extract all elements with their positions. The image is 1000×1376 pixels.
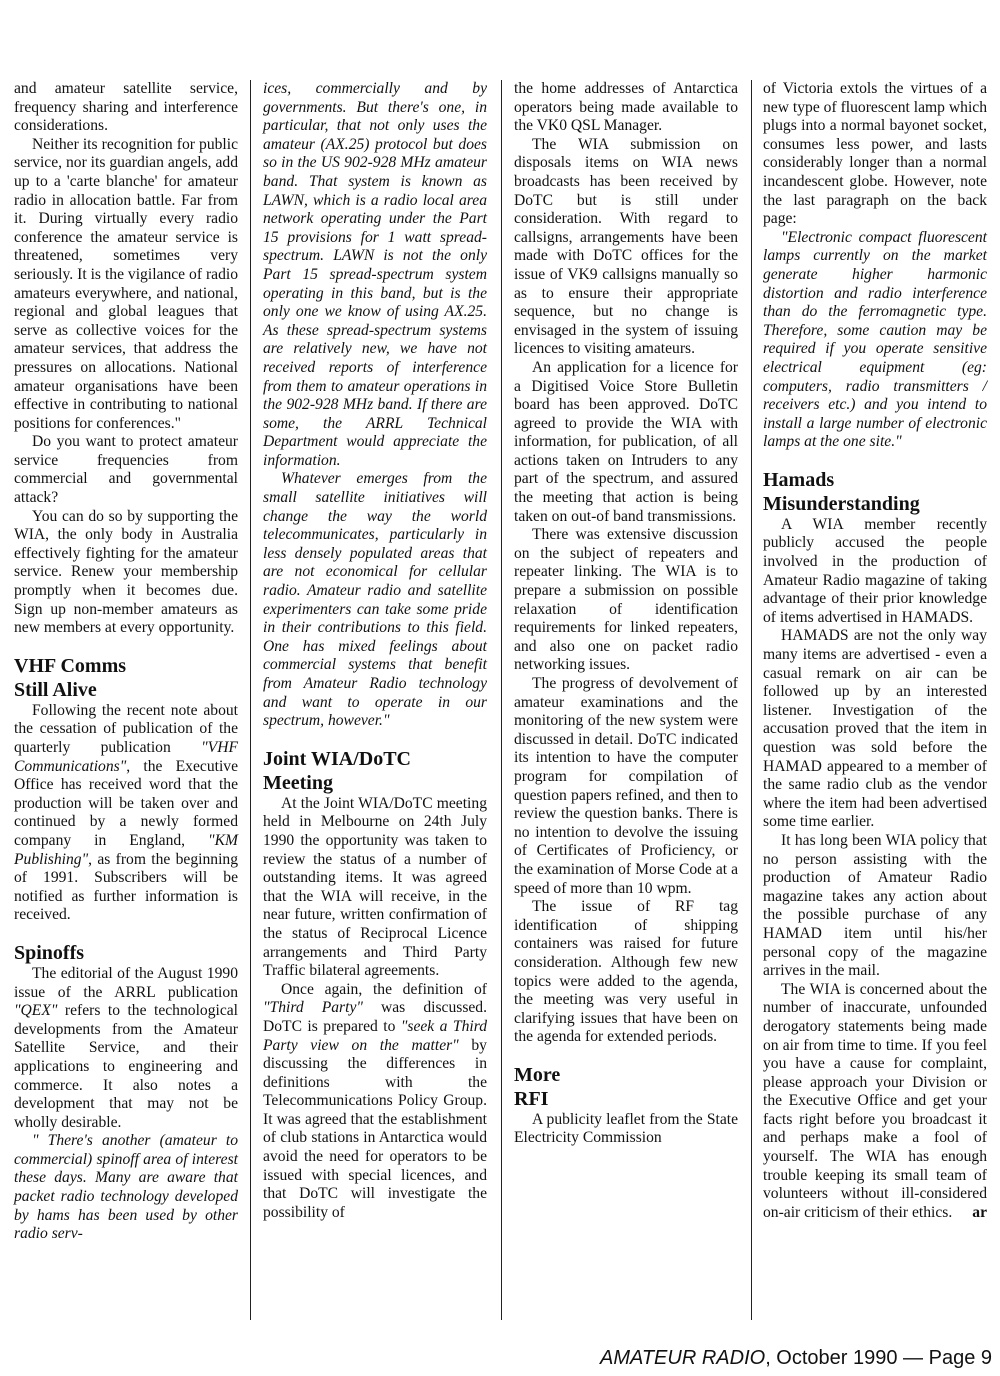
quote-paragraph: "Electronic compact fluorescent lamps currently on the market generate higher harmonic distortion and radio interference than do the ferromagnetic type. Therefore, some caution may be required if you operate sensitive electrical equipment (eg: computers, radio transmitters / receivers etc.) and you intend to install a large number of electronic lamps at the one site." — [763, 228, 987, 451]
magazine-name: AMATEUR RADIO — [599, 1347, 766, 1369]
paragraph: and amateur satellite service, frequency sharing and interference considerations. — [14, 80, 238, 135]
column-3 — [514, 80, 738, 1148]
paragraph: of Victoria extols the virtues of a new type of fluorescent lamp which plugs into a normal bayonet socket, consumes less power, and lasts considerably longer than a normal incandescent globe. However, note the last paragraph on the back page: — [763, 80, 987, 228]
heading-more-rfi: More RFI — [514, 1063, 561, 1110]
paragraph: Once again, the definition of "Third Party" was discussed. DoTC is prepared to "seek a Third Party view on the matter" by discussing the differences in definitions with the Telecommunications Policy Group. It was agreed that the establishment of club stations in Antarctica would avoid the need for operators to be issued with special licences, and that DoTC will investigate the possibility of — [263, 980, 488, 1221]
column-2 — [263, 80, 487, 1222]
paragraph: HAMADS are not the only way many items are advertised - even a casual remark on air can be followed up by an interested listener. Investigation of the accusation proved that the item in question was sold before the HAMAD appeared to a member of the same radio club as the vendor where the item had been advertised some time earlier. — [763, 627, 987, 831]
paragraph: The WIA is concerned about the number of inaccurate, unfounded derogatory statements being made on air from time to time. If you feel you have a cause for complaint, please approach your Division or the Executive Office and get your facts right before you broadcast it and perhaps make a fool of yourself. The WIA has enough trouble keeping its small team of volunteers without ill-considered on-air criticism of their ethics. ar — [763, 980, 987, 1221]
column-rule-3 — [751, 80, 752, 1320]
paragraph: Following the recent note about the cessation of publication of the quarterly publication "VHF Communications", the Executive Office has received word that the production will be taken over and continued by a newly formed company in England, "KM Publishing", as from the beginning of 1991. Subscribers will be notified as further information is received. — [14, 701, 238, 924]
heading-joint-wia-dotc: Joint WIA/DoTC Meeting — [263, 747, 411, 794]
paragraph: An application for a licence for a Digitised Voice Store Bulletin board has been approved. DoTC agreed to provide the WIA with information, for publication, of all actions taken on Intruders to any part of the spectrum, and assured the meeting that action is being taken on out-of band transmissions. — [514, 358, 738, 525]
paragraph: There was extensive discussion on the subject of repeaters and repeater linking. The WIA is to prepare a submission on possible relaxation of identification requirements for linked repeaters, and also one on packet radio networking issues. — [514, 526, 738, 674]
paragraph: At the Joint WIA/DoTC meeting held in Melbourne on 24th July 1990 the opportunity was taken to review the status of a number of outstanding items. It was agreed that the WIA will receive, in the near future, written confirmation of the status of Reciprocal Licence arrangements and Third Party Traffic bilateral agreements. — [263, 794, 487, 980]
paragraph: It has long been WIA policy that no person assisting with the production of Amateur Radio magazine takes any action about the possible purchase of any HAMAD item until his/her personal copy of the magazine arrives in the mail. — [763, 831, 987, 980]
heading-spinoffs: Spinoffs — [14, 941, 85, 964]
paragraph: The WIA submission on disposals items on WIA news broadcasts has been received by DoTC but is still under consideration. With regard to callsigns, arrangements have been made with DoTC offices for the issue of VK9 callsigns manually so as to ensure their appropriate sequence, but no change is envisaged in the system of issuing licences to visiting amateurs. — [514, 135, 738, 358]
column-rule-2 — [501, 80, 502, 1320]
quote-paragraph: Whatever emerges from the small satellite initiatives will change the way the world telecommunicates, particularly in less densely populated areas that are not economical for cellular radio. Amateur radio and satellite experimenters can take some pride in their contributions to this field. One has mixed feelings about commercial systems that benefit from Amateur Radio technology and want to operate in our spectrum, however." — [263, 470, 487, 730]
paragraph: Neither its recognition for public service, nor its guardian angels, add up to a 'carte blanche' for amateur radio in allocation battle. Far from it. During virtually every radio conference the amateur service is threatened, sometimes very seriously. It is the vigilance of radio amateurs everywhere, and national, regional and global leagues that serve as collective voices for the amateur services, that address the pressures on allocations. National amateur organisations have been effective in contributing to national positions for conferences." — [14, 135, 238, 432]
column-4 — [763, 80, 987, 1222]
paragraph: You can do so by supporting the WIA, the only body in Australia effectively fighting for the amateur service. Renew your membership promptly when it becomes due. Sign up non-member amateurs as new members at every opportunity. — [14, 507, 238, 637]
quote-paragraph: " There's another (amateur to commercial) spinoff area of interest these days. Many are aware that packet radio technology developed by hams has been used by other radio serv- — [14, 1132, 238, 1243]
heading-vhf-comms: VHF Comms Still Alive — [14, 654, 127, 701]
paragraph: Do you want to protect amateur service frequencies from commercial and governmental attack? — [14, 433, 238, 507]
paragraph: the home addresses of Antarctica operators being made available to the VK0 QSL Manager. — [514, 80, 738, 135]
paragraph: A publicity leaflet from the State Electricity Commission — [514, 1110, 738, 1147]
issue-and-page: , October 1990 — Page 9 — [765, 1347, 992, 1369]
heading-hamads-misunderstanding: Hamads Misunderstanding — [763, 468, 920, 515]
paragraph: A WIA member recently publicly accused the people involved in the production of Amateur Radio magazine of taking advantage of their prior knowledge of items advertised in HAMADS. — [763, 515, 987, 626]
page-footer — [0, 1346, 992, 1370]
quote-paragraph: ices, commercially and by governments. But there's one, in particular, that not only uses the amateur (AX.25) protocol but does so in the US 902-928 MHz amateur band. That system is known as LAWN, which is a radio local area network operating under the Part 15 provisions for 1 watt spread-spectrum. LAWN is not the only Part 15 spread-spectrum system operating in this band, but is the only one we know of using AX.25. As these spread-spectrum systems are relatively new, we have not received reports of interference from them to amateur operations in the 902-928 MHz band. If there are some, the ARRL Technical Department would appreciate the information. — [263, 80, 487, 469]
column-rule-1 — [250, 80, 251, 1320]
paragraph: The editorial of the August 1990 issue of the ARRL publication "QEX" refers to the technological developments from the Amateur Satellite Service, and their applications to engineering and commerce. It also notes a development that may not be wholly desirable. — [14, 964, 238, 1131]
end-mark: ar — [972, 1203, 987, 1221]
column-1 — [14, 80, 238, 1244]
paragraph: The progress of devolvement of amateur examinations and the monitoring of the new system were discussed in detail. DoTC indicated its intention to have the computer program for compilation of question papers refined, and then to review the question banks. There is no intention to devolve the issuing of Certificates of Proficiency, or the examination of Morse Code at a speed of more than 10 wpm. — [514, 675, 738, 897]
paragraph: The issue of RF tag identification of shipping containers was raised for future consideration. Although few new topics were added to the agenda, the meeting was very useful in clarifying issues that have been on the agenda for extended periods. — [514, 898, 738, 1046]
